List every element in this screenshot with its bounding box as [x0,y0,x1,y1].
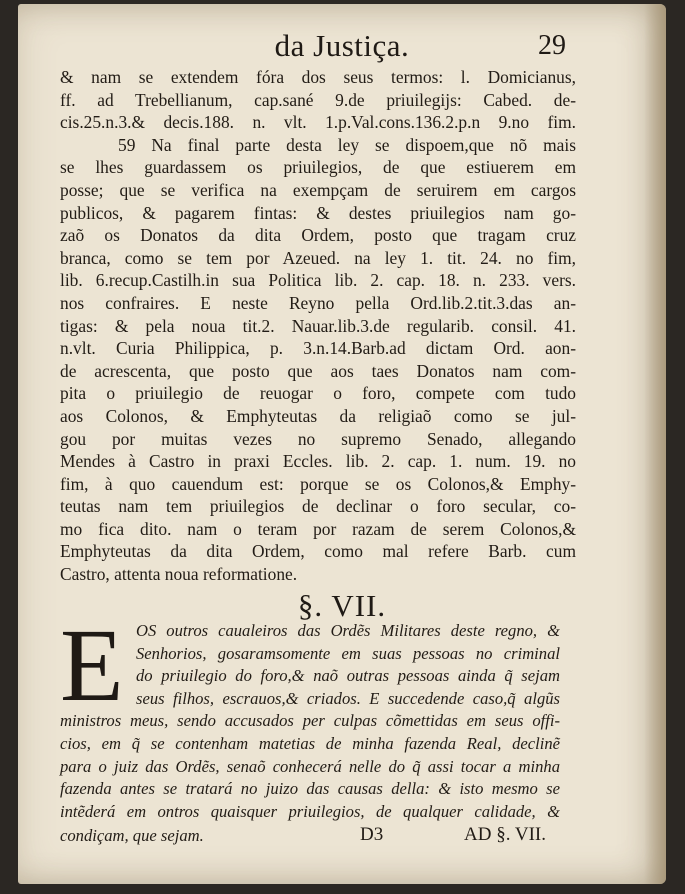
body-line: Mendes à Castro in praxi Eccles. lib. 2. cap. 1. num. 19. no [60,451,576,472]
body-line: cis.25.n.3.& decis.188. n. vlt. 1.p.Val.cons.136.2.p.n 9.no fim. [60,112,576,133]
italic-line: para o juiz das Ordẽs, senaõ conhecerá nelle do q̃ assi tocar a minha [60,756,560,776]
running-header [18,28,666,64]
italic-line: Senhorios, gosaramsomente em suas pessoas no criminal [136,643,560,663]
body-line: tigas: & pela noua tit.2. Nauar.lib.3.de regularib. consil. 41. [60,315,576,336]
catchword: AD §. VII. [464,824,546,845]
body-line: branca, como se tem por Azeued. na ley 1. tit. 24. no fim, [60,247,576,268]
body-line: mo fica dito. nam o teram por razam de serem Colonos,& [60,518,576,539]
body-line: teutas nam tem priuilegios de declinar o foro secular, co- [60,496,576,517]
body-line: posse; que se verifica na exempçam de seruirem em cargos [60,179,576,200]
signature-mark: D3 [360,824,384,845]
body-line: ff. ad Trebellianum, cap.sané 9.de priuilegijs: Cabed. de- [60,89,576,110]
italic-line: do priuilegio do foro,& naõ outras pessoas ainda q̃ sejam [136,666,560,686]
body-line: pita o priuilegio de reuogar o foro, compete com tudo [60,383,576,404]
page-edge-shadow [644,4,666,884]
body-line: publicos, & pagarem fintas: & destes priuilegios nam go- [60,202,576,223]
body-line: se lhes guardassem os priuilegios, de que estiuerem em [60,157,576,178]
body-line: fim, à quo cauendum est: porque se os Colonos,& Emphy- [60,473,576,494]
body-line: zaõ os Donatos da dita Ordem, posto que tragam cruz [60,225,576,246]
body-line: n.vlt. Curia Philippica, p. 3.n.14.Barb.ad dictam Ord. aon- [60,338,576,359]
italic-line: intẽderá em ontros quaisquer priuilegios, de qualquer calidade, & [60,801,560,821]
section-heading: §. VII. [297,588,387,623]
body-text [60,66,576,586]
body-line: Emphyteutas da dita Ordem, como mal refere Barb. cum [60,541,576,562]
body-line: & nam se extendem fóra dos seus termos: l. Domicianus, [60,67,576,87]
body-line: 59 Na final parte desta ley se dispoem,que nõ mais [118,134,576,155]
running-title: da Justiça. [274,28,410,63]
body-line: de acrescenta, que posto que aos taes Donatos nam com- [60,360,576,381]
body-line: gou por muitas vezes no supremo Senado, allegando [60,428,576,449]
body-line: Castro, attenta noua reformatione. [60,564,298,585]
body-line: aos Colonos, & Emphyteutas da religiaõ como se jul- [60,405,576,426]
italic-line: cios, em q̃ se contenham matetias de minha fazenda Real, declinẽ [60,733,560,753]
page-footer [60,826,560,850]
book-page [18,4,666,884]
final-italic-line: condiçam, que sejam. [60,826,204,845]
page-number: 29 [538,30,566,61]
body-line: nos confraires. E neste Reyno pella Ord.lib.2.tit.3.das an- [60,292,576,313]
italic-paragraph [60,620,560,823]
body-line: lib. 6.recup.Castilh.in sua Politica lib. 2. cap. 18. n. 233. vers. [60,270,576,291]
drop-cap: E [60,608,124,723]
italic-line: OS outros caualeiros das Ordẽs Militares deste regno, & [136,621,560,640]
italic-line: seus filhos, escrauos,& criados. E succedende caso,q̃ algũs [136,688,560,708]
italic-line: ministros meus, sendo accusados per culpas cõmettidas em seus offi- [60,711,560,731]
italic-line: fazenda antes se tratará no juizo das causas della: & isto mesmo se [60,779,560,799]
